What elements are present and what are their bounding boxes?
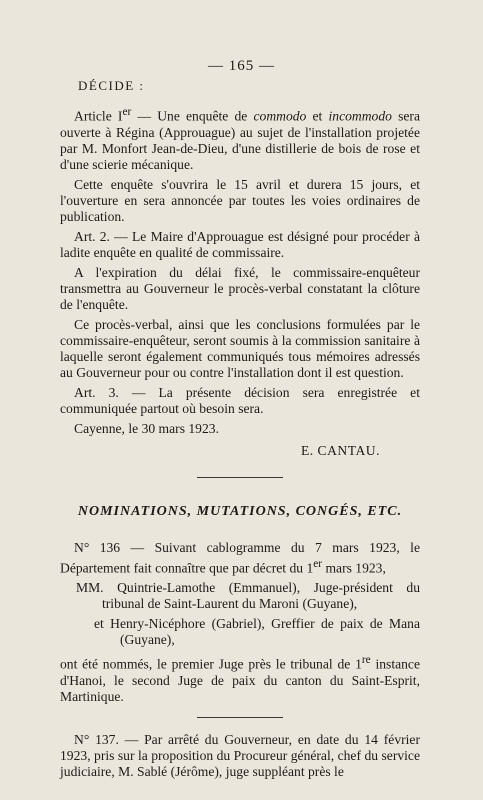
entry-136-text: mars 1923,	[322, 560, 386, 576]
entry-137: N° 137. — Par arrêté du Gouverneur, en date du 14 février 1923, pris sur la proposition du Procureur général, chef du service judiciaire, M. Sablé (Jérôme), juge suppléant près le	[60, 731, 420, 779]
appointees-line: MM. Quintrie-Lamothe (Emmanuel), Juge-président du tribunal de Saint-Laurent du Maroni (Guyane),	[76, 580, 420, 612]
expiration-paragraph: A l'expiration du délai fixé, le commissaire-enquêteur transmettra au Gouverneur le procès-verbal constatant la clôture de l'enquête.	[60, 264, 420, 312]
appointment-paragraph	[60, 652, 420, 705]
entry-136-sup: er	[313, 557, 323, 570]
page-number: — 165 —	[208, 58, 275, 74]
page-content	[60, 78, 420, 784]
section-title: NOMINATIONS, MUTATIONS, CONGÉS, ETC.	[77, 503, 403, 519]
article-1-text: sera ouverte à Régina (Approuague) au sujet de l'installation projetée par M. Monfort Jean-de-Dieu, d'une distillerie de bois de rose et d'une scierie mécanique.	[60, 108, 420, 172]
article-1-text: — Une enquête de	[131, 108, 254, 124]
divider	[197, 477, 283, 478]
decision-heading: DÉCIDE :	[78, 78, 145, 93]
entry-136-text: N° 136 — Suivant cablogramme du 7 mars 1923, le Département fait connaître que par décret du 1	[60, 539, 420, 576]
article-1-sup: er	[122, 106, 132, 118]
divider-2	[197, 717, 283, 718]
incommodo-term: incommodo	[328, 108, 392, 124]
article-2-paragraph: Art. 2. — Le Maire d'Approuague est désigné pour procéder à ladite enquête en qualité de commissaire.	[60, 228, 420, 260]
article-3-paragraph: Art. 3. — La présente décision sera enregistrée et communiquée partout où besoin sera.	[60, 384, 420, 416]
appointees-line-2: et Henry-Nicéphore (Gabriel), Greffier de paix de Mana (Guyane),	[94, 616, 420, 648]
appointment-text: instance d'Hanoi, le second Juge de paix du canton du Saint-Esprit, Martinique.	[60, 656, 420, 704]
article-1-paragraph	[60, 104, 420, 173]
appointment-text: ont été nommés, le premier Juge près le tribunal de 1	[60, 656, 362, 672]
appointment-sup: re	[361, 654, 371, 667]
entry-136	[60, 540, 420, 577]
article-1-text: et	[306, 108, 329, 124]
signature: E. CANTAU.	[300, 442, 380, 458]
commodo-term: commodo	[253, 108, 307, 124]
article-1-label: Article I	[74, 108, 123, 124]
enquiry-duration-paragraph: Cette enquête s'ouvrira le 15 avril et durera 15 jours, et l'ouverture en sera annoncée par toutes les voies ordinaires de publication.	[60, 176, 420, 224]
date-line: Cayenne, le 30 mars 1923.	[74, 420, 219, 436]
proces-verbal-paragraph: Ce procès-verbal, ainsi que les conclusions formulées par le commissaire-enquêteur, seront soumis à la commission sanitaire à laquelle seront également communiqués tous mémoires adressés au Gouverneur pour ou contre l'installation dont il est question.	[60, 316, 420, 380]
